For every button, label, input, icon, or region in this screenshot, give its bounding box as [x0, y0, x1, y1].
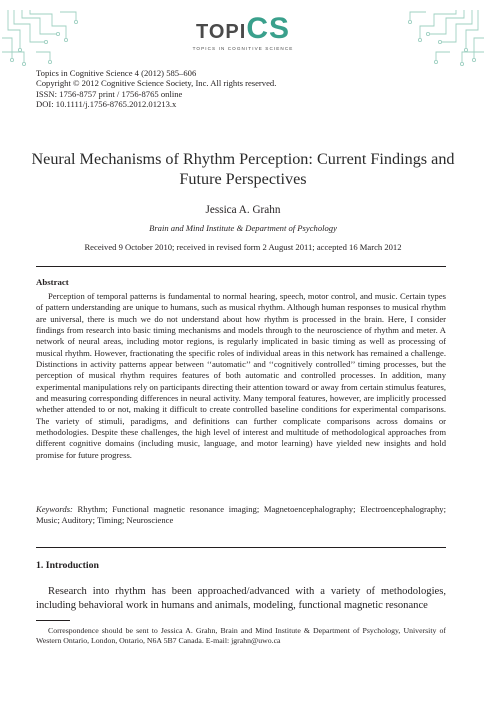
journal-logo-wordmark — [0, 14, 486, 44]
abstract-heading: Abstract — [36, 277, 69, 287]
abstract-top-rule — [36, 266, 446, 267]
publication-metadata — [36, 68, 276, 110]
introduction-paragraph: Research into rhythm has been approached/advanced with a variety of methodologies, including behavioral work in humans and animals, modeling, functional magnetic resonance — [36, 586, 446, 611]
doi-line: DOI: 10.1111/j.1756-8765.2012.01213.x — [36, 99, 177, 110]
author-name: Jessica A. Grahn — [205, 204, 281, 216]
logo-topi: TOPI — [196, 21, 247, 43]
received-dates: Received 9 October 2010; received in revised form 2 August 2011; accepted 16 March 2012 — [84, 242, 402, 252]
abstract-body: Perception of temporal patterns is fundamental to normal hearing, speech, motor control, and music. Certain types of pattern understanding are unique to humans, such as musical rhythm. Although human responses to musical rhythm are universal, there is much we do not understand about how rhythm is processed in the brain. Here, I consider findings from research into basic timing mechanisms and models through to the neuroscience of rhythm and meter. A network of neural areas, including motor regions, is regularly implicated in basic timing as well as processing of musical rhythm. However, fractionating the specific roles of individual areas in this network has remained a challenge. Distinctions in activity patterns appear between ‘‘automatic’’ and ‘‘cognitively controlled’’ timing processes, but the perception of musical rhythm requires features of both automatic and controlled processes. In addition, many experimental manipulations rely on participants directing their attention toward or away from certain stimulus features, and measuring corresponding differences in neural activity. Many temporal features, however, are implicitly processed whether attended to or not, making it difficult to create controlled baseline conditions for experimental comparisons. The variety of stimuli, paradigms, and definitions can further complicate comparisons across domains or methodologies. Despite these challenges, the high level of interest and multitude of methodological approaches from different cognitive domains (including music, language, and motor learning) have yielded new insights and hold promise for future progress. — [36, 291, 446, 460]
keywords — [36, 504, 446, 527]
journal-tagline: TOPICS IN COGNITIVE SCIENCE — [192, 46, 294, 51]
author-affiliation: Brain and Mind Institute & Department of Psychology — [149, 223, 337, 233]
issn-line: ISSN: 1756-8757 print / 1756-8765 online — [36, 88, 183, 99]
journal-logo — [0, 14, 486, 51]
article-title: Neural Mechanisms of Rhythm Perception: Current Findings and Future Perspectives — [31, 150, 455, 188]
citation-line: Topics in Cognitive Science 4 (2012) 585–606 — [36, 68, 197, 78]
keywords-label: Keywords: — [36, 504, 73, 514]
section-heading-introduction: 1. Introduction — [36, 560, 99, 571]
correspondence-footnote: Correspondence should be sent to Jessica A. Grahn, Brain and Mind Institute & Department of Psychology, University of Western Ontario, London, Ontario, N6A 5B7 Canada. E-mail: jgrahn@uwo.ca — [36, 626, 446, 645]
logo-cs: CS — [246, 12, 290, 45]
abstract-bottom-rule — [36, 547, 446, 548]
copyright-line: Copyright © 2012 Cognitive Science Society, Inc. All rights reserved. — [36, 78, 277, 89]
keywords-text: Rhythm; Functional magnetic resonance imaging; Magnetoencephalography; Electroencephalography; Music; Auditory; Timing; Neuroscience — [36, 504, 446, 526]
footnote-rule — [36, 620, 70, 621]
